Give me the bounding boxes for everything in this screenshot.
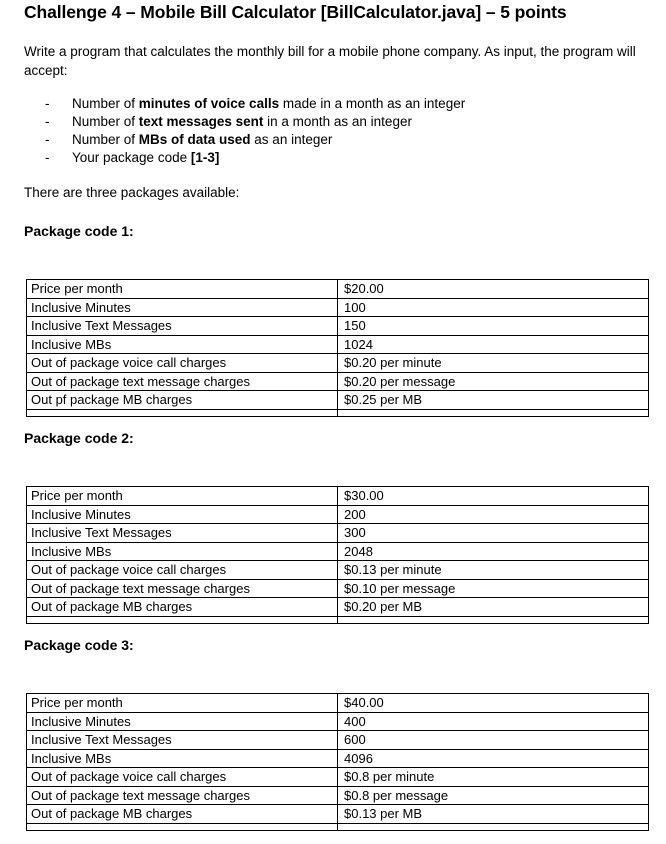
row-value: $0.20 per message xyxy=(338,372,649,391)
table-row xyxy=(27,768,649,787)
list-item xyxy=(45,113,465,131)
list-item-pre: Your package code xyxy=(72,150,191,165)
row-value: 150 xyxy=(338,317,649,336)
row-value: 200 xyxy=(338,505,649,524)
list-item-bold: MBs of data used xyxy=(138,132,251,147)
row-label: Inclusive MBs xyxy=(27,542,338,561)
row-label: Inclusive Text Messages xyxy=(27,317,338,336)
table-row xyxy=(27,354,649,373)
row-value: 2048 xyxy=(338,542,649,561)
row-value: $0.20 per minute xyxy=(338,354,649,373)
table-row xyxy=(27,280,649,299)
table-row xyxy=(27,579,649,598)
table-spacer-row xyxy=(27,823,649,830)
table-row xyxy=(27,731,649,750)
table-row xyxy=(27,372,649,391)
list-item-post: as an integer xyxy=(250,132,333,147)
row-value: 4096 xyxy=(338,749,649,768)
intro-paragraph: Write a program that calculates the monthly bill for a mobile phone company. As input, the program will accept: xyxy=(24,44,636,78)
row-label: Inclusive Minutes xyxy=(27,505,338,524)
table-row xyxy=(27,598,649,617)
table-spacer-row xyxy=(27,616,649,623)
spacer-cell xyxy=(338,409,649,416)
row-value: $0.10 per message xyxy=(338,579,649,598)
table-row xyxy=(27,524,649,543)
bullet-dash-icon: - xyxy=(45,96,50,111)
list-item-bold: minutes of voice calls xyxy=(138,96,280,111)
row-label: Out of package MB charges xyxy=(27,598,338,617)
row-value: $0.25 per MB xyxy=(338,391,649,410)
row-label: Out of package text message charges xyxy=(27,786,338,805)
table-row xyxy=(27,487,649,506)
table-row xyxy=(27,786,649,805)
spacer-cell xyxy=(338,616,649,623)
row-value: $30.00 xyxy=(338,487,649,506)
table-row xyxy=(27,694,649,713)
row-value: $0.13 per MB xyxy=(338,805,649,824)
table-row xyxy=(27,391,649,410)
row-label: Out of package voice call charges xyxy=(27,768,338,787)
spacer-cell xyxy=(27,823,338,830)
list-item-pre: Number of xyxy=(72,132,139,147)
list-item xyxy=(45,95,465,113)
row-value: $40.00 xyxy=(338,694,649,713)
spacer-cell xyxy=(27,616,338,623)
row-label: Inclusive Text Messages xyxy=(27,524,338,543)
row-value: 600 xyxy=(338,731,649,750)
list-item xyxy=(45,149,465,167)
package-2-heading: Package code 2: xyxy=(24,430,134,446)
table-row xyxy=(27,749,649,768)
row-label: Inclusive MBs xyxy=(27,335,338,354)
table-row xyxy=(27,561,649,580)
row-label: Inclusive Minutes xyxy=(27,712,338,731)
list-item-pre: Number of xyxy=(72,96,139,111)
list-item-bold: [1-3] xyxy=(190,150,220,165)
list-item-pre: Number of xyxy=(72,114,139,129)
table-spacer-row xyxy=(27,409,649,416)
list-item-post: in a month as an integer xyxy=(263,114,412,129)
spacer-cell xyxy=(27,409,338,416)
row-value: $0.8 per minute xyxy=(338,768,649,787)
row-label: Inclusive Minutes xyxy=(27,298,338,317)
package-2-table xyxy=(26,486,649,624)
row-label: Out pf package MB charges xyxy=(27,391,338,410)
row-label: Out of package voice call charges xyxy=(27,354,338,373)
bullet-dash-icon: - xyxy=(45,150,50,165)
row-value: $20.00 xyxy=(338,280,649,299)
row-label: Out of package voice call charges xyxy=(27,561,338,580)
list-item-bold: text messages sent xyxy=(138,114,264,129)
table-row xyxy=(27,712,649,731)
row-value: 100 xyxy=(338,298,649,317)
package-3-heading: Package code 3: xyxy=(24,637,134,653)
table-row xyxy=(27,298,649,317)
input-list xyxy=(45,95,465,167)
row-label: Inclusive MBs xyxy=(27,749,338,768)
spacer-cell xyxy=(338,823,649,830)
row-value: 300 xyxy=(338,524,649,543)
row-value: $0.8 per message xyxy=(338,786,649,805)
package-1-table xyxy=(26,279,649,417)
table-row xyxy=(27,505,649,524)
list-item xyxy=(45,131,465,149)
bullet-dash-icon: - xyxy=(45,132,50,147)
row-value: $0.13 per minute xyxy=(338,561,649,580)
table-row xyxy=(27,805,649,824)
document-title: Challenge 4 – Mobile Bill Calculator [BillCalculator.java] – 5 points xyxy=(24,2,567,22)
row-value: $0.20 per MB xyxy=(338,598,649,617)
row-label: Inclusive Text Messages xyxy=(27,731,338,750)
list-item-post: made in a month as an integer xyxy=(279,96,466,111)
packages-intro: There are three packages available: xyxy=(24,185,240,200)
table-row xyxy=(27,542,649,561)
table-row xyxy=(27,335,649,354)
row-label: Price per month xyxy=(27,694,338,713)
row-value: 400 xyxy=(338,712,649,731)
bullet-dash-icon: - xyxy=(45,114,50,129)
package-1-heading: Package code 1: xyxy=(24,223,134,239)
table-row xyxy=(27,317,649,336)
row-label: Price per month xyxy=(27,280,338,299)
package-3-table xyxy=(26,693,649,831)
row-label: Out of package MB charges xyxy=(27,805,338,824)
row-value: 1024 xyxy=(338,335,649,354)
row-label: Price per month xyxy=(27,487,338,506)
row-label: Out of package text message charges xyxy=(27,579,338,598)
row-label: Out of package text message charges xyxy=(27,372,338,391)
